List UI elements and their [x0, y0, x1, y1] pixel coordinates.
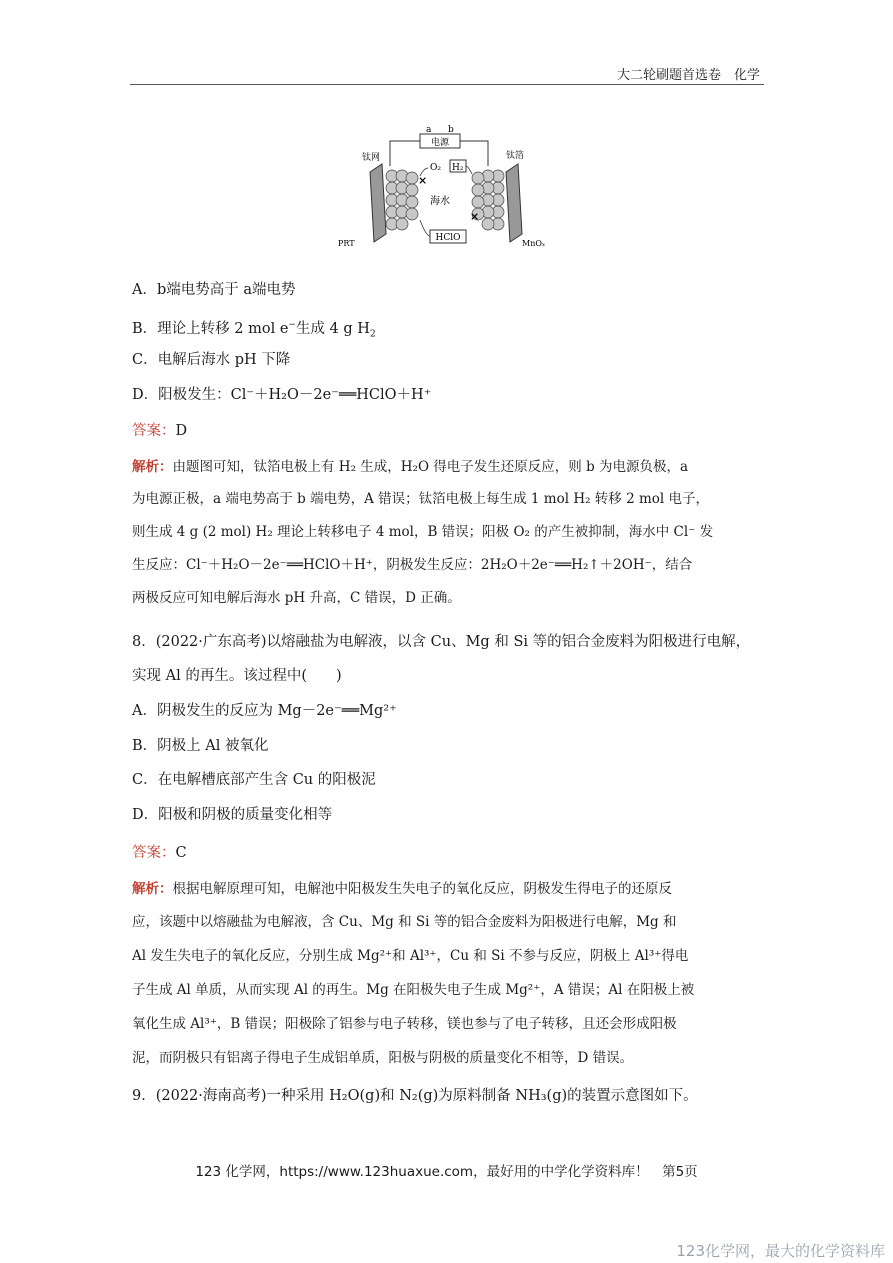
watermark: 123化学网，最大的化学资料库 [676, 1242, 885, 1260]
x-mark-right: × [470, 210, 480, 223]
electrolysis-diagram [338, 124, 546, 260]
ti-foil-label: 钛箔 [506, 151, 525, 161]
q7-option-b: B．理论上转移 2 mol e−生成 4 g $H_2$ [132, 320, 376, 340]
q8-analysis-line: 子生成 Al 单质，从而实现 Al 的再生。Mg 在阳极失电子生成 Mg²⁺，A 错误；Al 在阳极上被 [132, 982, 695, 998]
q8-option-c: C．在电解槽底部产生含 Cu 的阳极泥 [132, 772, 376, 788]
x-mark-left: × [418, 174, 428, 187]
q7-answer: 答案：D [132, 423, 188, 439]
h2-label: H₂ [452, 163, 464, 173]
ti-mesh-label: 钛网 [362, 153, 381, 163]
q9-stem: 9．(2022·海南高考)一种采用 H₂O(g)和 N₂(g)为原料制备 NH₃(g)的装置示意图如下。 [132, 1088, 698, 1104]
q8-analysis-line: 氧化生成 Al³⁺，B 错误；阳极除了铝参与电子转移，镁也参与了电子转移，且还会形成阳极 [132, 1016, 677, 1032]
q8-answer: 答案：C [132, 845, 187, 861]
q7-option-a: A．b端电势高于 a端电势 [132, 282, 296, 298]
terminal-b: b [448, 125, 454, 135]
q7-analysis-line: 为电源正极，a 端电势高于 b 端电势，A 错误；钛箔电极上每生成 1 mol H₂ 转移 2 mol 电子， [132, 491, 709, 507]
terminal-a: a [426, 125, 432, 135]
q8-analysis-line: 解析：根据电解原理可知，电解池中阳极发生失电子的氧化反应，阴极发生得电子的还原反 [132, 881, 672, 897]
page-header [130, 62, 764, 85]
left-electrode [370, 164, 386, 242]
header-title: 大二轮刷题首选卷 化学 [616, 68, 760, 83]
mnox-label: MnOₓ [522, 239, 546, 248]
q7-analysis-line: 两极反应可知电解后海水 pH 升高，C 错误，D 正确。 [132, 590, 461, 606]
seawater-label: 海水 [430, 196, 450, 207]
q8-analysis-line: 应，该题中以熔融盐为电解液，含 Cu、Mg 和 Si 等的铝合金废料为阳极进行电解，Mg 和 [132, 914, 677, 930]
q8-analysis-line: Al 发生失电子的氧化反应，分别生成 Mg²⁺和 Al³⁺，Cu 和 Si 不参与反应，阴极上 Al³⁺得电 [132, 948, 689, 964]
q7-option-d: D．阳极发生：Cl⁻＋H₂O－2e⁻══HClO＋H⁺ [132, 387, 432, 403]
prt-label: PRT [338, 239, 355, 248]
power-label: 电源 [430, 138, 450, 148]
q8-option-a: A．阴极发生的反应为 Mg－2e⁻══Mg²⁺ [132, 703, 397, 719]
q7-analysis-line: 生反应：Cl⁻＋H₂O－2e⁻══HClO＋H⁺，阴极发生反应：2H₂O＋2e⁻══H₂↑＋2OH⁻，结合 [132, 557, 693, 573]
q8-option-d: D．阳极和阴极的质量变化相等 [132, 807, 333, 823]
q8-stem-line: 8．(2022·广东高考)以熔融盐为电解液，以含 Cu、Mg 和 Si 等的铝合金废料为阳极进行电解， [132, 634, 751, 650]
o2-label: O₂ [430, 163, 441, 173]
q7-analysis-line: 解析：由题图可知，钛箔电极上有 H₂ 生成，H₂O 得电子发生还原反应，则 b 为电源负极，a [132, 459, 689, 475]
page-footer: 123 化学网，https://www.123huaxue.com，最好用的中学化学资料库！ 第5页 [195, 1164, 698, 1180]
q8-analysis-line: 泥，而阴极只有铝离子得电子生成铝单质，阳极与阴极的质量变化不相等，D 错误。 [132, 1050, 634, 1066]
q8-stem-line: 实现 Al 的再生。该过程中( ) [132, 668, 342, 684]
q7-analysis-line: 则生成 4 g (2 mol) H₂ 理论上转移电子 4 mol，B 错误；阳极 O₂ 的产生被抑制，海水中 Cl⁻ 发 [132, 524, 714, 540]
hclo-label: HClO [435, 233, 461, 243]
right-electrode [506, 164, 522, 242]
q7-option-c: C．电解后海水 pH 下降 [132, 352, 291, 368]
q8-option-b: B．阴极上 Al 被氧化 [132, 738, 269, 754]
